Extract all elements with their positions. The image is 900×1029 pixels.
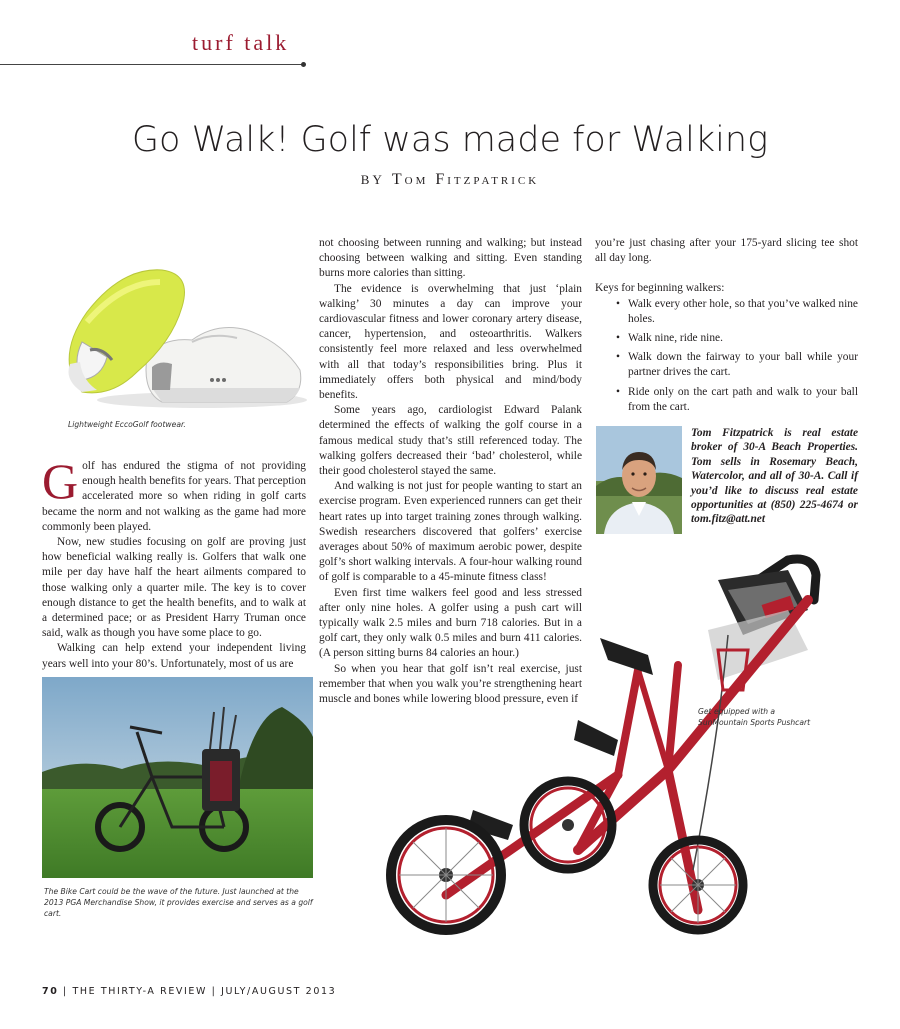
col3-intro: you’re just chasing after your 175-yard slicing tee shot all day long. [595,237,858,265]
column-1 [42,453,306,672]
issue-date: JULY/AUGUST 2013 [221,986,337,997]
col1-paragraph-2: Now, new studies focusing on golf are proving just how beneficial walking really is. Golfers that walk one mile per day have half the heart ailments compared to those walking only a quarter mile. The key is to cover enough distance to get the health benefits, and to walk at a determined pace; or as President Harry Truman once said, walk as though you have some place to go. [42,536,306,640]
col2-paragraph-1: not choosing between running and walking; but instead choosing between walking and sitting. Even standing burns more calories than sitting. [319,237,582,280]
footer-separator: | [211,986,222,997]
col2-paragraph-6: So when you hear that golf isn’t real exercise, just remember that when you walk you’re strengthening heart muscle and bones while lowering blood pressure, even if [319,662,582,706]
list-item: • Walk down the fairway to your ball while your partner drives the cart. [628,350,858,380]
golf-shoes-image [42,252,307,417]
header-rule [0,64,305,65]
keys-list [595,297,858,415]
col1-paragraph-1: Golf has endured the stigma of not providing enough health benefits for years. That perception accelerated more so when riding in golf carts became the norm and not walking as the game had more commonly been played. [42,453,306,533]
col2-paragraph-2: The evidence is overwhelming that just ‘plain walking’ 30 minutes a day can improve your cardiovascular fitness and lower coronary artery disease, cancer, hypertension, and osteoarthritis. Walkers consistently feel more relaxed and less overwhelmed with all that today’s responsibilities bring. Plus it immediately offers both physical and mind/body benefits. [319,282,582,402]
article-title: Go Walk! Golf was made for Walking [131,120,769,160]
col2-paragraph-3: Some years ago, cardiologist Edward Palank determined the effects of walking the golf course in a famous medical study that’s still referenced today. The walking golfers decreased their ‘bad’ cholesterol, while their good cholesterol stayed the same. [319,404,582,478]
page-footer [42,986,336,997]
bike-caption: The Bike Cart could be the wave of the future. Just launched at the 2013 PGA Merchandise Show, it provides exercise and serves as a golf cart. [44,887,313,918]
page-number: 70 [42,986,59,997]
byline-author: Tom Fitzpatrick [391,171,540,188]
shoes-caption: Lightweight EccoGolf footwear. [68,420,186,429]
byline [0,171,900,189]
col2-paragraph-4: And walking is not just for people wanting to start an exercise program. Even experienced runners can get their heart rates up into target training zones through walking. Swedish researchers discovered that golfers’ exercise averages about 50% of maximum aerobic power, despite golf’s short walking intervals. A four-hour walking round of golf is comparable to a 45-minute fitness class! [319,480,582,584]
rear-wheel-left [391,820,501,930]
byline-prefix: BY [360,172,385,187]
section-tag: turf talk [192,30,290,55]
header-rule-dot [301,62,306,67]
drop-cap: G [42,453,79,509]
col2-paragraph-5: Even first time walkers feel good and less stressed after only nine holes. A golfer using a push cart will typically walk 2.5 miles and burn 718 calories. But in a golf cart, they only walk 0.5 miles and burn 411 calories. (A person sitting burns 84 calories an hour.) [319,586,582,660]
col1-paragraph-3: Walking can help extend your independent living years well into your 80’s. Unfortunately, most of us are [42,642,306,670]
list-item: • Walk nine, ride nine. [628,331,858,346]
author-bio: Tom Fitzpatrick is real estate broker of 30-A Beach Properties. Tom sells in Rosemary Beach, Watercolor, and all of 30-A. Call if you’d like to discuss real estate opportunities at (850) 225-4674 or tom.fitz@att.net [691,427,858,526]
keys-heading: Keys for beginning walkers: [595,282,725,295]
list-item: • Walk every other hole, so that you’ve walked nine holes. [628,297,858,327]
column-3 [595,236,858,419]
list-item: • Ride only on the cart path and walk to your ball from the cart. [628,385,858,415]
pushcart-caption: Get equipped with a SunMountain Sports Pushcart [698,707,811,727]
footer-separator: | [63,986,73,997]
author-photo [596,426,682,534]
front-wheel [653,840,743,930]
bike-cart-image [42,677,313,878]
publication-name: THE THIRTY-A REVIEW [72,986,208,997]
pushcart-image [368,540,838,950]
